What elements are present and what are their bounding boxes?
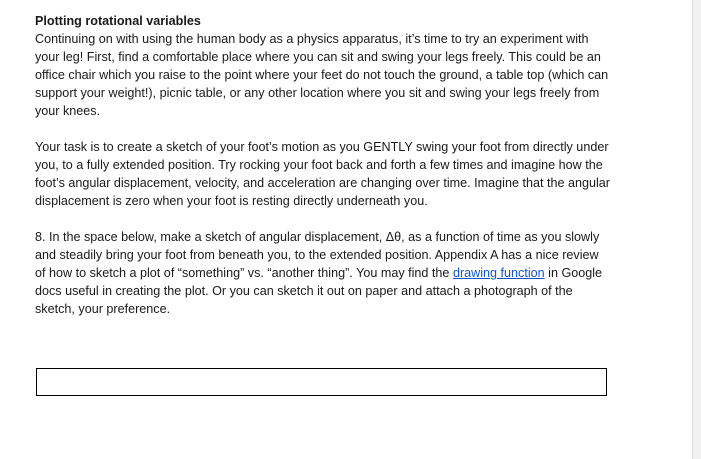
paragraph-spacer xyxy=(35,210,610,228)
paragraph-spacer xyxy=(35,120,610,138)
page-edge-scroll-area xyxy=(692,0,701,459)
question-8-text-end: in Google docs useful in creating the plot. Or you can sketch it out on paper and attach a photograph of the sketch, your preference. xyxy=(35,266,603,316)
task-paragraph: Your task is to create a sketch of your foot’s motion as you GENTLY swing your foot from directly under you, to a fully extended position. Try rocking your foot back and forth a few times and imagine how the foot’s angular displacement, velocity, and acceleration are changing over time. Imagine that the angular displacement is zero when your foot is resting directly underneath you. xyxy=(35,140,610,208)
question-8-text-start: 8. In the space below, make a sketch of angular displacement, Δθ, as a function of time as you slowly and steadily bring your foot from beneath you, to the extended position. Appendix A has a nice review of how to sketch a plot of “something” vs. “another thing”. You may find the xyxy=(35,230,600,280)
drawing-function-link[interactable]: drawing function xyxy=(452,266,545,280)
document-body xyxy=(35,12,610,318)
question-8-paragraph xyxy=(35,228,610,318)
section-heading: Plotting rotational variables xyxy=(35,14,201,28)
answer-box[interactable] xyxy=(36,368,607,396)
intro-paragraph: Continuing on with using the human body as a physics apparatus, it’s time to try an experiment with your leg! First, find a comfortable place where you can sit and swing your legs freely. This could be an office chair which you raise to the point where your feet do not touch the ground, a table top (which can support your weight!), picnic table, or any other location where you sit and swing your legs freely from your knees. xyxy=(35,32,609,118)
